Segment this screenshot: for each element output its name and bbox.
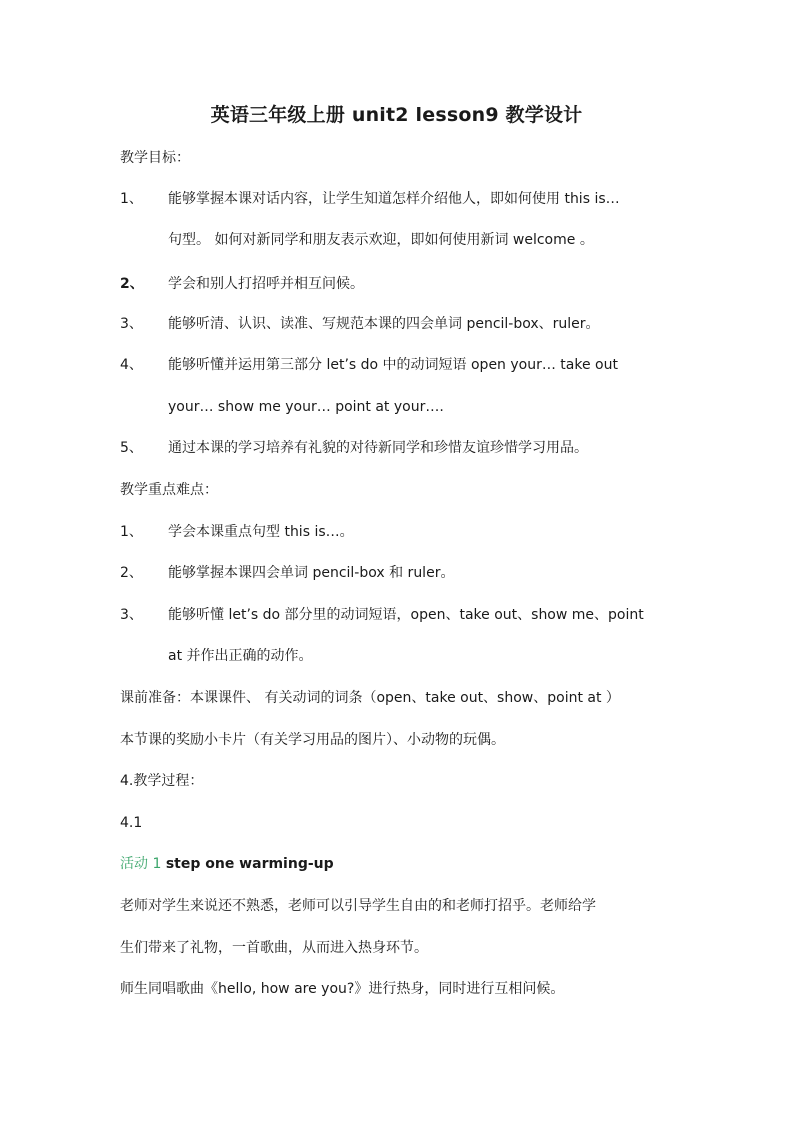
objective-4-line-2: your… show me your… point at your…. xyxy=(168,399,444,415)
key-point-2-line-1: 能够掌握本课四会单词 pencil-box 和 ruler。 xyxy=(168,565,455,581)
key-point-2-number: 2、 xyxy=(120,565,143,581)
activity-paragraph-1-line-2: 生们带来了礼物，一首歌曲，从而进入热身环节。 xyxy=(120,940,428,956)
preparation-line-1: 课前准备：本课课件、 有关动词的词条（open、take out、show、point at ） xyxy=(120,690,620,706)
objective-5-line-1: 通过本课的学习培养有礼貌的对待新同学和珍惜友谊珍惜学习用品。 xyxy=(168,440,588,456)
preparation-line-2: 本节课的奖励小卡片（有关学习用品的图片）、小动物的玩偶。 xyxy=(120,732,505,748)
objective-4-number: 4、 xyxy=(120,357,143,373)
activity-label: 活动 1 xyxy=(120,856,166,872)
activity-heading xyxy=(120,854,334,874)
activity-title: step one warming-up xyxy=(165,856,334,872)
process-section-number: 4.1 xyxy=(120,815,143,831)
key-point-3-line-2: at 并作出正确的动作。 xyxy=(168,648,313,664)
activity-paragraph-1-line-1: 老师对学生来说还不熟悉，老师可以引导学生自由的和老师打招乎。老师给学 xyxy=(120,898,596,914)
activity-paragraph-2: 师生同唱歌曲《hello, how are you?》进行热身，同时进行互相问候。 xyxy=(120,981,565,997)
key-points-heading: 教学重点难点： xyxy=(120,482,218,498)
process-heading: 4.教学过程： xyxy=(120,773,204,789)
document-title: 英语三年级上册 unit2 lesson9 教学设计 xyxy=(210,104,583,126)
objective-4-line-1: 能够听懂并运用第三部分 let’s do 中的动词短语 open your… take out xyxy=(168,357,618,373)
objective-1-number: 1、 xyxy=(120,191,143,207)
key-point-1-line-1: 学会本课重点句型 this is…。 xyxy=(168,524,354,540)
objective-2-line-1: 学会和别人打招呼并相互问候。 xyxy=(168,276,364,292)
objective-3-line-1: 能够听清、认识、读准、写规范本课的四会单词 pencil-box、ruler。 xyxy=(168,316,600,332)
objectives-heading: 教学目标： xyxy=(120,150,190,166)
key-point-1-number: 1、 xyxy=(120,524,143,540)
objective-5-number: 5、 xyxy=(120,440,143,456)
key-point-3-number: 3、 xyxy=(120,607,143,623)
key-point-3-line-1: 能够听懂 let’s do 部分里的动词短语，open、take out、show me、point xyxy=(168,607,644,623)
objective-1-line-2: 句型。 如何对新同学和朋友表示欢迎，即如何使用新词 welcome 。 xyxy=(168,232,594,248)
objective-3-number: 3、 xyxy=(120,316,143,332)
objective-1-line-1: 能够掌握本课对话内容，让学生知道怎样介绍他人，即如何使用 this is… xyxy=(168,191,620,207)
objective-2-number: 2、 xyxy=(120,276,144,292)
